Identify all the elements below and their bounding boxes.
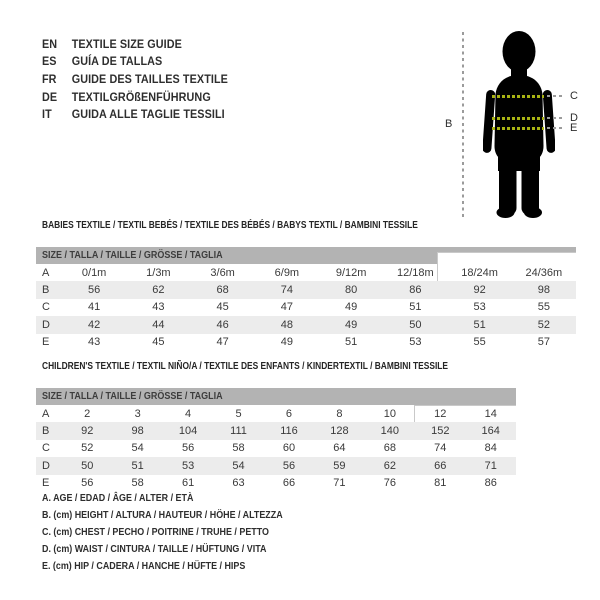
waist-measure-line <box>492 114 578 122</box>
size-value: 56 <box>181 442 195 455</box>
table-row <box>36 334 576 351</box>
size-value: 3 <box>134 407 141 420</box>
size-value: 92 <box>473 284 486 297</box>
size-value: 55 <box>537 301 550 314</box>
size-header-label: SIZE / TALLA / TAILLE / GRÖSSE / TAGLIA <box>42 391 223 402</box>
size-value: 10 <box>383 407 396 420</box>
language-row <box>42 70 228 88</box>
size-value: 74 <box>280 284 293 297</box>
size-value: 52 <box>81 442 94 455</box>
language-code: FR <box>42 71 57 86</box>
waist-dotted-line-icon <box>492 117 544 120</box>
table-row <box>36 440 516 457</box>
size-value: 49 <box>345 318 358 331</box>
language-code: IT <box>42 107 52 122</box>
size-value: 80 <box>345 284 358 297</box>
size-value: 59 <box>333 459 346 472</box>
table-row <box>36 457 516 474</box>
size-value: 43 <box>88 336 101 349</box>
size-value: 12/18m <box>397 266 434 279</box>
legend-line: A. AGE / EDAD / ÂGE / ALTER / ETÀ <box>42 491 194 504</box>
size-value: 41 <box>88 301 101 314</box>
size-value: 66 <box>434 459 447 472</box>
size-value: 51 <box>345 336 358 349</box>
size-value: 6/9m <box>274 266 300 279</box>
size-value: 86 <box>409 284 422 297</box>
size-value: 152 <box>431 425 450 438</box>
row-label: C <box>42 301 50 314</box>
size-value: 4 <box>185 407 192 420</box>
hip-label-e: E <box>570 122 578 134</box>
size-value: 5 <box>235 407 242 420</box>
size-value: 71 <box>333 477 346 490</box>
children-section-title: CHILDREN'S TEXTILE / TEXTIL NIÑO/A / TEXTILE DES ENFANTS / KINDERTEXTIL / BAMBINI TESSILE <box>42 361 449 372</box>
row-label: C <box>42 442 50 455</box>
size-value: 92 <box>81 425 94 438</box>
legend-line: B. (cm) HEIGHT / ALTURA / HAUTEUR / HÖHE / ALTEZZA <box>42 508 283 521</box>
size-value: 71 <box>484 459 497 472</box>
size-value: 68 <box>216 284 229 297</box>
size-value: 53 <box>473 301 486 314</box>
language-title: GUIDE DES TAILLES TEXTILE <box>71 71 228 86</box>
size-value: 57 <box>537 336 550 349</box>
babies-textile-section <box>36 220 576 351</box>
size-value: 64 <box>333 442 346 455</box>
size-value: 56 <box>88 284 101 297</box>
language-code: EN <box>42 36 58 51</box>
legend-line: C. (cm) CHEST / PECHO / POITRINE / TRUHE / PETTO <box>42 525 269 538</box>
table-row <box>36 405 516 422</box>
size-value: 98 <box>537 284 550 297</box>
row-label: B <box>42 284 50 297</box>
size-value: 56 <box>81 477 94 490</box>
chest-measure-line <box>492 92 578 100</box>
size-value: 49 <box>345 301 358 314</box>
table-row <box>36 299 576 316</box>
chest-dash-icon <box>547 95 564 97</box>
size-value: 1/3m <box>146 266 171 279</box>
language-code: ES <box>42 54 57 69</box>
size-value: 2 <box>84 407 91 420</box>
size-value: 50 <box>81 459 94 472</box>
babies-section-title: BABIES TEXTILE / TEXTIL BEBÉS / TEXTILE DES BÉBÉS / BABYS TEXTIL / BAMBINI TESSILE <box>42 220 418 231</box>
size-value: 45 <box>152 336 165 349</box>
table-row <box>36 264 576 281</box>
size-value: 43 <box>152 301 165 314</box>
legend-line: D. (cm) WAIST / CINTURA / TAILLE / HÜFTUNG / VITA <box>42 543 267 556</box>
hip-dotted-line-icon <box>492 127 544 130</box>
row-label: E <box>42 477 50 490</box>
size-value: 18/24m <box>461 266 498 279</box>
size-value: 3/6m <box>210 266 235 279</box>
language-title: TEXTILE SIZE GUIDE <box>71 36 182 51</box>
language-row <box>42 88 228 106</box>
size-value: 42 <box>88 318 101 331</box>
size-value: 12 <box>434 407 447 420</box>
language-list <box>42 35 228 123</box>
row-label: A <box>42 266 50 279</box>
size-value: 116 <box>280 425 298 438</box>
language-row <box>42 35 228 53</box>
row-label: D <box>42 459 50 472</box>
row-label: E <box>42 336 50 349</box>
size-value: 68 <box>383 442 396 455</box>
size-value: 51 <box>131 459 144 472</box>
size-value: 54 <box>131 442 144 455</box>
size-value: 54 <box>232 459 245 472</box>
table-row <box>36 281 576 298</box>
size-value: 48 <box>280 318 293 331</box>
size-value: 58 <box>131 477 144 490</box>
hip-dash-icon <box>547 127 564 129</box>
size-value: 53 <box>181 459 195 472</box>
children-textile-section <box>36 361 516 492</box>
size-value: 56 <box>282 459 296 472</box>
language-title: GUÍA DE TALLAS <box>71 54 163 69</box>
size-value: 76 <box>383 477 396 490</box>
size-value: 14 <box>484 407 497 420</box>
chest-dotted-line-icon <box>492 95 544 98</box>
row-label: B <box>42 425 50 438</box>
size-value: 51 <box>473 318 486 331</box>
language-code: DE <box>42 89 58 104</box>
babies-size-header-bar <box>36 247 576 264</box>
size-value: 62 <box>152 284 165 297</box>
size-value: 47 <box>216 336 229 349</box>
size-value: 66 <box>282 477 296 490</box>
size-value: 86 <box>484 477 497 490</box>
language-title: GUIDA ALLE TAGLIE TESSILI <box>71 107 225 122</box>
babies-table-rows <box>36 264 576 351</box>
size-header-label: SIZE / TALLA / TAILLE / GRÖSSE / TAGLIA <box>42 250 223 261</box>
size-value: 55 <box>473 336 486 349</box>
legend-line: E. (cm) HIP / CADERA / HANCHE / HÜFTE / HIPS <box>42 560 246 573</box>
table-row <box>36 422 516 439</box>
size-value: 74 <box>434 442 447 455</box>
size-value: 46 <box>216 318 229 331</box>
size-value: 62 <box>383 459 396 472</box>
size-value: 61 <box>181 477 195 490</box>
row-label: D <box>42 318 50 331</box>
size-value: 52 <box>537 318 550 331</box>
table-row <box>36 475 516 492</box>
size-value: 140 <box>380 425 400 438</box>
language-row <box>42 53 228 71</box>
size-value: 84 <box>484 442 497 455</box>
language-title: TEXTILGRÖßENFÜHRUNG <box>71 89 211 104</box>
row-label: A <box>42 407 50 420</box>
height-label-b: B <box>445 118 453 130</box>
height-dashed-line-icon <box>462 32 464 218</box>
size-value: 0/1m <box>81 266 107 279</box>
size-value: 128 <box>330 425 349 438</box>
size-value: 24/36m <box>525 266 563 279</box>
size-value: 98 <box>131 425 144 438</box>
hip-measure-line <box>492 124 577 132</box>
child-figure-diagram <box>440 14 600 226</box>
size-value: 6 <box>285 407 293 420</box>
size-value: 53 <box>409 336 422 349</box>
measurement-legend <box>42 489 325 575</box>
size-value: 49 <box>280 336 293 349</box>
chest-label-c: C <box>570 90 578 102</box>
babies-size-table <box>36 247 576 351</box>
children-table-rows <box>36 405 516 492</box>
size-value: 63 <box>232 477 245 490</box>
table-row <box>36 316 576 333</box>
size-value: 45 <box>216 301 229 314</box>
size-value: 60 <box>282 442 296 455</box>
size-value: 47 <box>280 301 293 314</box>
size-value: 164 <box>481 425 500 438</box>
language-row <box>42 105 228 123</box>
children-size-header-bar <box>36 388 516 405</box>
size-value: 8 <box>336 407 343 420</box>
size-value: 81 <box>434 477 447 490</box>
size-value: 9/12m <box>335 266 367 279</box>
waist-label-d: D <box>570 112 578 124</box>
waist-dash-icon <box>547 117 564 119</box>
size-value: 111 <box>230 425 247 438</box>
size-value: 104 <box>178 425 198 438</box>
size-value: 50 <box>409 318 422 331</box>
children-size-table <box>36 388 516 492</box>
size-value: 44 <box>152 318 165 331</box>
size-value: 58 <box>232 442 245 455</box>
size-value: 51 <box>409 301 422 314</box>
